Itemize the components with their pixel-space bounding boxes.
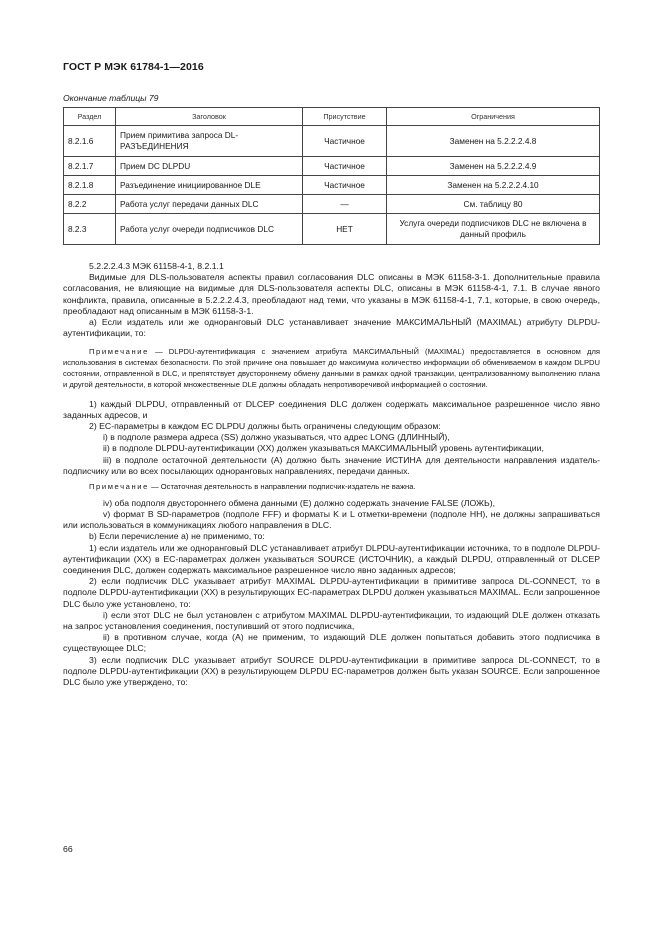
column-header-constraints: Ограничения	[387, 108, 600, 126]
document-body	[63, 261, 600, 688]
cell-presence: Частичное	[303, 157, 387, 176]
cell-section: 8.2.1.8	[64, 176, 116, 195]
cell-title: Разъединение инициированное DLE	[116, 176, 303, 195]
paragraph: iv) оба подполя двустороннего обмена данными (E) должно содержать значение FALSE (ЛОЖЬ),	[103, 497, 496, 508]
paragraph: v) формат B SD-параметров (подполе FFF) и форматы K и L отметки-времени (подполе HH), не должны запрашиваться или использоваться в коммуникациях любого направления в DLC.	[63, 509, 600, 531]
cell-title: Работа услуг очереди подписчиков DLC	[116, 214, 303, 245]
cell-constraints: Услуга очереди подписчиков DLC не включена в данный профиль	[387, 214, 600, 245]
paragraph: 1) если издатель или же одноранговый DLC устанавливает атрибут DLPDU-аутентификации источника, то в подполе DLPDU-аутентификации (XX) в EC-параметрах должен указываться SOURCE (ИСТОЧНИК), а каждый DLPDU, отправленный от DLCEP соединения DLC, должен содержать максимальное разрешенное число явно заданных адресов;	[63, 542, 600, 576]
cell-title: Прием примитива запроса DL-РАЗЪЕДИНЕНИЯ	[116, 126, 303, 157]
table-row	[64, 176, 600, 195]
requirements-table	[63, 107, 600, 245]
table-row	[64, 214, 600, 245]
note-text: — DLPDU-аутентификация с значением атрибута МАКСИМАЛЬНЫЙ (MAXIMAL) предоставляется в основном для использования в системах безопасности. По этой причине она повышает до максимума количество информации об обмениваемом в каждом DLPDU состоянии, отправленной в DLC, и препятствует двустороннему обмену данными в рамках одной транзакции, централизованному выполнению плана и другой деятельности, в которой множественные DLE должны обладать непротиворечивой информацией о состоянии.	[63, 347, 600, 389]
cell-presence: Частичное	[303, 176, 387, 195]
paragraph: 3) если подписчик DLC указывает атрибут SOURCE DLPDU-аутентификации в примитиве запроса DL-CONNECT, то в подполе DLPDU-аутентификации (XX) в результирующем DLPDU EC-параметров должен быть указан SOURCE. Если запрошенное DLC было уже утверждено, то:	[63, 654, 600, 688]
note-text: — Остаточная деятельность в направлении подписчик-издатель не важна.	[148, 482, 416, 492]
cell-section: 8.2.1.7	[64, 157, 116, 176]
document-header: ГОСТ Р МЭК 61784-1—2016	[63, 61, 204, 73]
cell-presence: НЕТ	[303, 214, 387, 245]
note-label: Примечание	[89, 347, 149, 357]
paragraph: Видимые для DLS-пользователя аспекты правил согласования DLC описаны в МЭК 61158-3-1. Дополнительные правила согласования, не влияющие на видимые для DLS-пользователя аспекты DLC, описаны в МЭК 61158-4-1, 7.1. В случае явного конфликта, правила, описанные в 5.2.2.2.4.3, преобладают над теми, что указаны в МЭК 61158-4-1, 7.1, которые, в свою очередь, преобладают над описанным в МЭК 61158-3-1.	[63, 272, 600, 316]
note	[63, 482, 600, 493]
table-caption: Окончание таблицы 79	[63, 93, 159, 103]
clause-heading: 5.2.2.2.4.3 МЭК 61158-4-1, 8.2.1.1	[89, 261, 224, 271]
note	[63, 347, 600, 390]
page-number: 66	[63, 844, 73, 854]
paragraph: i) если этот DLC не был установлен с атрибутом MAXIMAL DLPDU-аутентификации, то издающий DLE должен отказать на запрос установления соединения, поступивший от этого подписчика,	[63, 609, 600, 632]
cell-presence: Частичное	[303, 126, 387, 157]
paragraph: а) Если издатель или же одноранговый DLC устанавливает значение МАКСИМАЛЬНЫЙ (MAXIMAL) атрибуту DLPDU-аутентификации, то:	[63, 317, 600, 339]
paragraph: i) в подполе размера адреса (SS) должно указываться, что адрес LONG (ДЛИННЫЙ),	[103, 432, 450, 443]
cell-constraints: См. таблицу 80	[387, 195, 600, 214]
note-label: Примечание	[89, 482, 149, 492]
cell-title: Работа услуг передачи данных DLC	[116, 195, 303, 214]
paragraph: ii) в противном случае, когда (A) не применим, то издающий DLE должен попытаться добавить этого подписчика в существующее DLC;	[63, 632, 600, 654]
table-row	[64, 195, 600, 214]
cell-constraints: Заменен на 5.2.2.2.4.10	[387, 176, 600, 195]
cell-presence: —	[303, 195, 387, 214]
column-header-title: Заголовок	[116, 108, 303, 126]
paragraph: ii) в подполе DLPDU-аутентификации (XX) должен указываться МАКСИМАЛЬНЫЙ уровень аутентификации,	[103, 443, 544, 454]
cell-section: 8.2.1.6	[64, 126, 116, 157]
cell-constraints: Заменен на 5.2.2.2.4.8	[387, 126, 600, 157]
column-header-presence: Присутствие	[303, 108, 387, 126]
cell-section: 8.2.2	[64, 195, 116, 214]
table-row	[64, 157, 600, 176]
paragraph: 2) если подписчик DLC указывает атрибут MAXIMAL DLPDU-аутентификации в примитиве запроса DL-CONNECT, то в подполе DLPDU-аутентификации (XX) в результирующих EC-параметрах DLPDU должен указываться MAXIMAL. Если запрошенное DLC было уже установлено, то:	[63, 576, 600, 609]
paragraph: b) Если перечисление а) не применимо, то:	[89, 531, 265, 542]
table-header-row	[64, 108, 600, 126]
cell-title: Прием DC DLPDU	[116, 157, 303, 176]
paragraph: 2) EC-параметры в каждом EC DLPDU должны быть ограничены следующим образом:	[89, 421, 441, 432]
table-row	[64, 126, 600, 157]
column-header-section: Раздел	[64, 108, 116, 126]
cell-section: 8.2.3	[64, 214, 116, 245]
cell-constraints: Заменен на 5.2.2.2.4.9	[387, 157, 600, 176]
paragraph: iii) в подполе остаточной деятельности (A) должно быть значение ИСТИНА для деятельности направления издатель-подписчику или во всех посылающих одноранговых направлениях, передачи данных.	[63, 454, 600, 476]
paragraph: 1) каждый DLPDU, отправленный от DLCEP соединения DLC должен содержать максимальное разрешенное число явно заданных адресов, и	[63, 398, 600, 420]
